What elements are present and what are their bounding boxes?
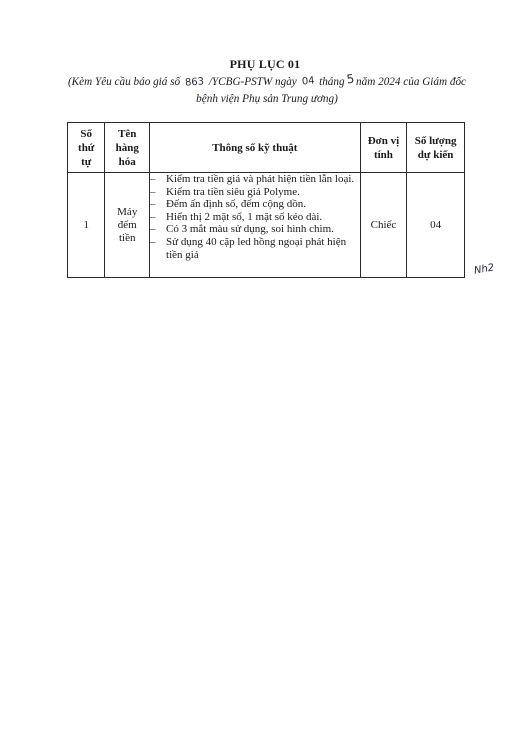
list-item: – Sử dụng 40 cặp led hồng ngoại phát hiện tiền giả — [150, 235, 347, 261]
list-item: – Đếm ấn định số, đếm cộng dồn. — [150, 198, 306, 211]
subtitle-mid2: tháng — [319, 76, 345, 88]
list-item: – Kiểm tra tiền siêu giả Polyme. — [150, 185, 300, 198]
subtitle-mid1: /YCBG-PSTW ngày — [208, 76, 297, 88]
cell-unit: Chiếc — [360, 173, 407, 278]
list-item: – Hiển thị 2 mặt số, 1 mặt số kéo dài. — [150, 210, 323, 223]
appendix-subtitle — [62, 73, 472, 108]
header-name: Tên hàng hóa — [105, 123, 150, 173]
header-unit: Đơn vị tính — [360, 123, 407, 173]
cell-specs — [150, 173, 361, 278]
table-header-row — [68, 123, 465, 173]
subtitle-prefix: (Kèm Yêu cầu báo giá số — [67, 76, 181, 88]
header-stt: Số thứ tự — [68, 123, 105, 173]
spec-table — [67, 122, 465, 278]
cell-name: Máy đếm tiền — [105, 173, 150, 278]
spec-list — [150, 173, 360, 261]
handwritten-day: 04 — [300, 75, 315, 88]
list-item: – Có 3 mắt màu sử dụng, soi hình chìm. — [150, 223, 334, 236]
handwritten-request-number: 863 — [184, 76, 205, 89]
header-qty: Số lượng dự kiến — [407, 123, 465, 173]
cell-stt: 1 — [68, 173, 105, 278]
handwritten-initials: Nh2 — [473, 262, 495, 277]
header-spec: Thông số kỹ thuật — [150, 123, 361, 173]
subtitle-suffix: năm 2024 của Giám đốc — [356, 76, 467, 88]
cell-qty: 04 — [407, 173, 465, 278]
appendix-title: PHỤ LỤC 01 — [229, 57, 301, 71]
table-row — [68, 173, 465, 278]
list-item: – Kiểm tra tiền giả và phát hiện tiền lẫn loại. — [150, 173, 355, 185]
subtitle-line2: bệnh viện Phụ sản Trung ương) — [196, 93, 338, 105]
handwritten-month: 5 — [346, 71, 356, 87]
